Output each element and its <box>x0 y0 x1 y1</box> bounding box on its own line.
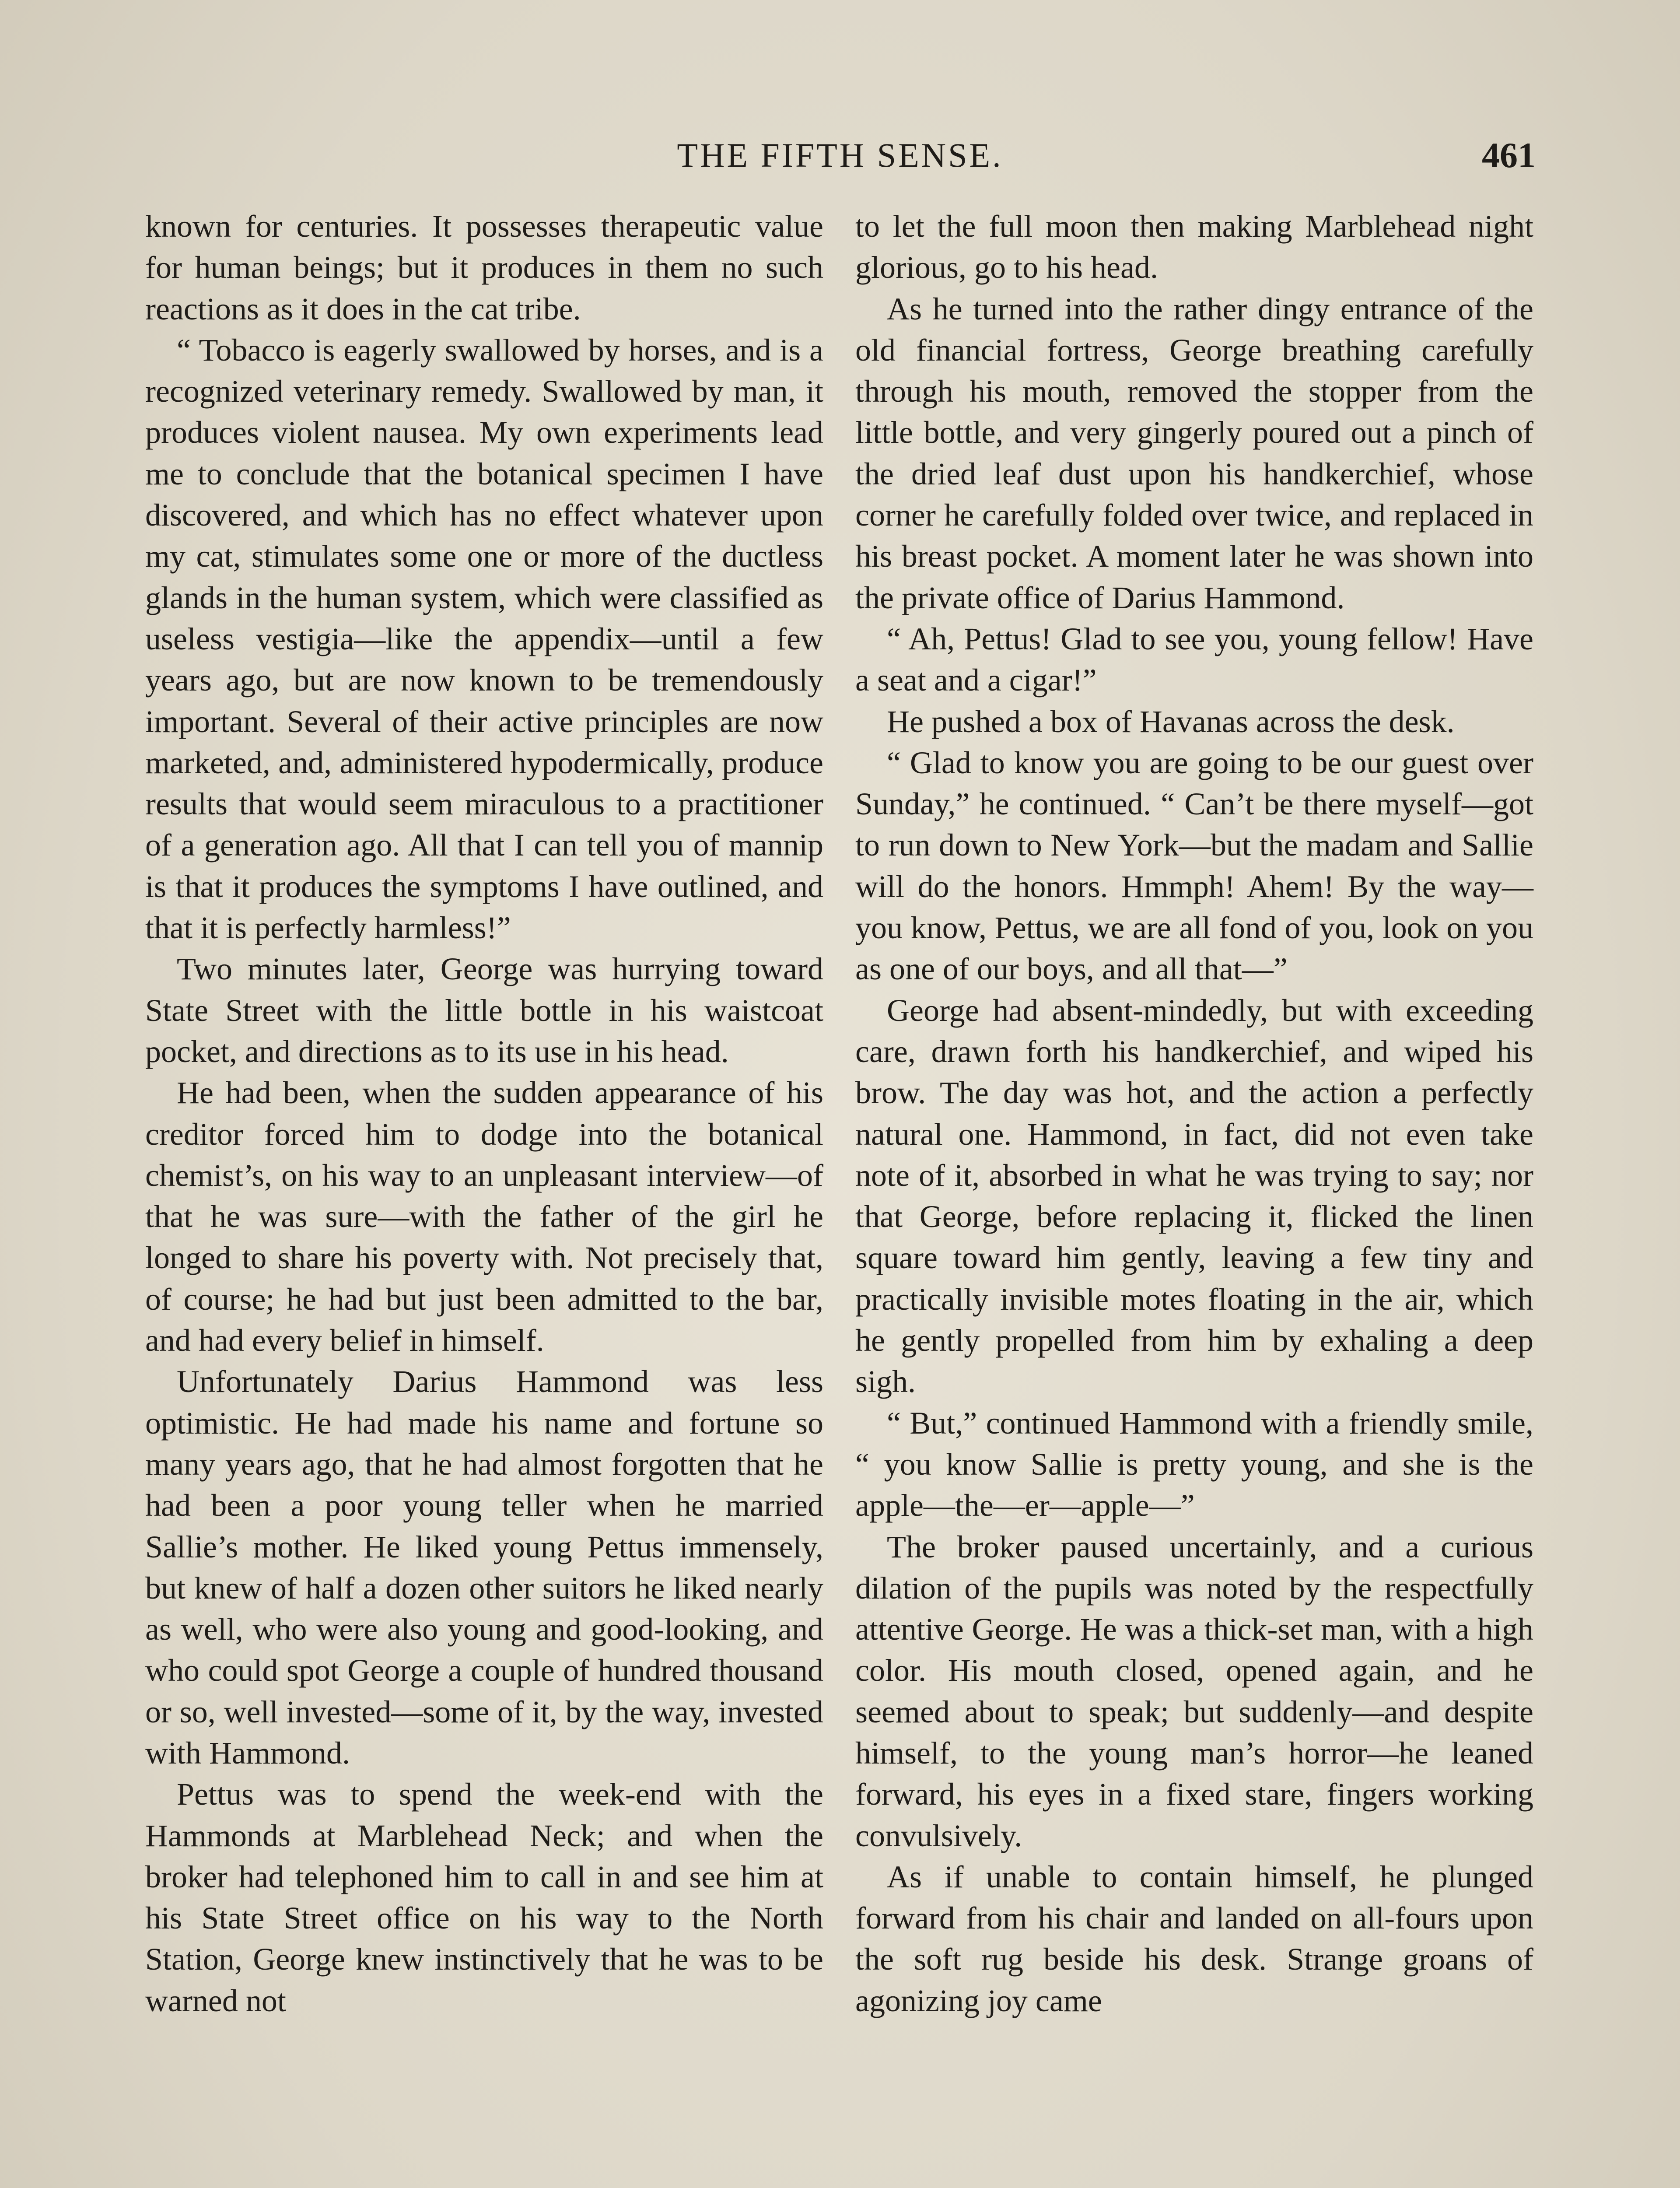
paragraph: He had been, when the sudden appearance of his creditor forced him to dodge into the botanical chemist’s, on his way to an unpleasant interview—of that he was sure—with the father of the girl he longed to share his poverty with. Not precisely that, of course; he had but just been admitted to the bar, and had every belief in himself. <box>145 1075 823 1358</box>
paragraph: “ Glad to know you are going to be our guest over Sunday,” he continued. “ Can’t be there myself—got to run down to New York—but the madam and Sallie will do the honors. Hmmph! Ahem! By the way—you know, Pettus, we are all fond of you, look on you as one of our boys, and all that—” <box>855 745 1533 987</box>
right-column <box>855 206 1533 2021</box>
paragraph: George had absent-mindedly, but with exceeding care, drawn forth his handkerchief, and wiped his brow. The day was hot, and the action a perfectly natural one. Hammond, in fact, did not even take note of it, absorbed in what he was trying to say; nor that George, before replacing it, flicked the linen square toward him gently, leaving a few tiny and practically invisible motes floating in the air, which he gently propelled from him by exhaling a deep sigh. <box>855 992 1533 1399</box>
page-number: 461 <box>1482 135 1536 175</box>
paragraph: The broker paused uncertainly, and a curious dilation of the pupils was noted by the respectfully attentive George. He was a thick-set man, with a high color. His mouth closed, opened again, and he seemed about to speak; but suddenly—and despite himself, to the young man’s horror—he leaned forward, his eyes in a fixed stare, fingers working convulsively. <box>855 1529 1533 1853</box>
paragraph: known for centuries. It possesses therapeutic value for human beings; but it produces in them no such reactions as it does in the cat tribe. <box>145 209 823 326</box>
left-column <box>145 206 823 2021</box>
paragraph: “ Ah, Pettus! Glad to see you, young fellow! Have a seat and a cigar!” <box>855 621 1533 698</box>
paragraph: He pushed a box of Havanas across the desk. <box>887 704 1455 739</box>
paragraph: “ Tobacco is eagerly swallowed by horses, and is a recognized veterinary remedy. Swallowed by man, it produces violent nausea. My own experiments lead me to conclude that the botanical specimen I have discovered, and which has no effect whatever upon my cat, stimulates some one or more of the ductless glands in the human system, which were classified as useless vestigia—like the appendix—until a few years ago, but are now known to be tremendously important. Several of their active principles are now marketed, and, administered hypodermically, produce results that would seem miraculous to a practitioner of a generation ago. All that I can tell you of mannip is that it produces the symptoms I have outlined, and that it is perfectly harmless!” <box>145 332 823 946</box>
paragraph: Unfortunately Darius Hammond was less optimistic. He had made his name and fortune so many years ago, that he had almost forgotten that he had been a poor young teller when he married Sallie’s mother. He liked young Pettus immensely, but knew of half a dozen other suitors he liked nearly as well, who were also young and good-looking, and who could spot George a couple of hundred thousand or so, well invested—some of it, by the way, invested with Hammond. <box>145 1364 823 1771</box>
paragraph: “ But,” continued Hammond with a friendly smile, “ you know Sallie is pretty young, and she is the apple—the—er—apple—” <box>855 1405 1533 1523</box>
running-title: THE FIFTH SENSE. <box>677 136 1003 174</box>
running-head <box>144 131 1536 179</box>
paragraph: As if unable to contain himself, he plunged forward from his chair and landed on all-fours upon the soft rug beside his desk. Strange groans of agonizing joy came <box>855 1859 1533 2018</box>
paragraph: Pettus was to spend the week-end with the Hammonds at Marblehead Neck; and when the broker had telephoned him to call in and see him at his State Street office on his way to the North Station, George knew instinctively that he was to be warned not <box>145 1777 823 2018</box>
paragraph: Two minutes later, George was hurrying toward State Street with the little bottle in his waistcoat pocket, and directions as to its use in his head. <box>145 951 823 1069</box>
paragraph: As he turned into the rather dingy entrance of the old financial fortress, George breathing carefully through his mouth, removed the stopper from the little bottle, and very gingerly poured out a pinch of the dried leaf dust upon his handkerchief, whose corner he carefully folded over twice, and replaced in his breast pocket. A moment later he was shown into the private office of Darius Hammond. <box>855 291 1533 615</box>
paragraph: to let the full moon then making Marblehead night glorious, go to his head. <box>855 209 1533 285</box>
